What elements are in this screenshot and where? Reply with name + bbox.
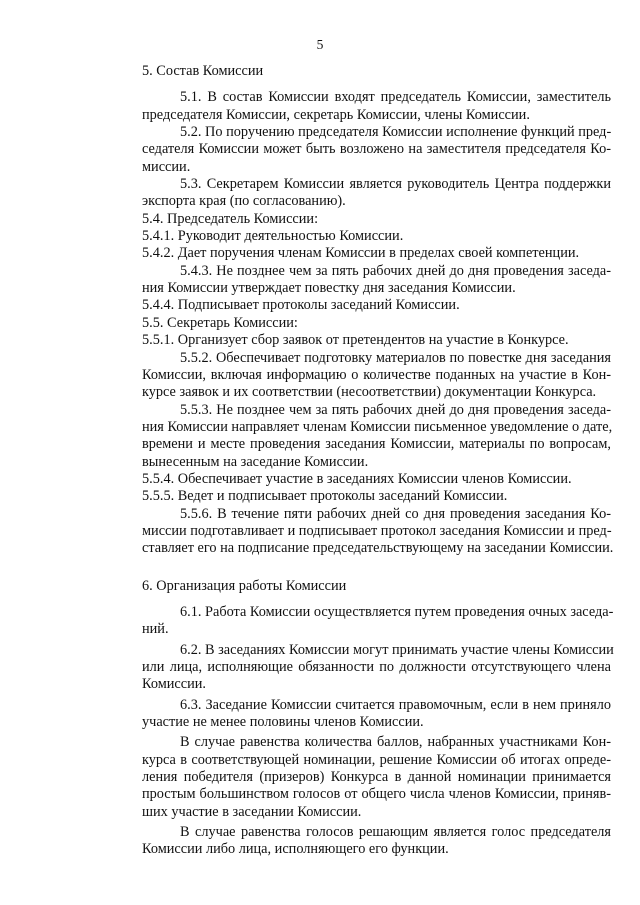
- paragraph-6-4-line-4: простым большинством голосов от общего числа членов Комиссии, приняв-: [142, 786, 611, 803]
- paragraph-5-2: [104, 124, 611, 176]
- paragraph-5-4: 5.4. Председатель Комиссии:: [142, 210, 319, 227]
- paragraph-6-1-line-1: 6.1. Работа Комиссии осуществляется путем проведения очных заседа-: [180, 603, 614, 620]
- paragraph-5-3-line-1: 5.3. Секретарем Комиссии является руководитель Центра поддержки: [180, 176, 611, 193]
- section-5: [104, 63, 614, 558]
- paragraph-5-2-line-3: миссии.: [142, 158, 191, 175]
- paragraph-5-2-line-1: 5.2. По поручению председателя Комиссии исполнение функций пред-: [180, 124, 612, 141]
- document-body: [104, 63, 614, 859]
- paragraph-5-5-2-line-2: Комиссии, включая информацию о количестве поданных на участие в Кон-: [142, 366, 611, 383]
- paragraph-5-5-3-line-1: 5.5.3. Не позднее чем за пять рабочих дней до дня проведения заседа-: [180, 401, 611, 418]
- paragraph-5-5-3: [104, 402, 611, 471]
- paragraph-5-5-6-line-1: 5.5.6. В течение пяти рабочих дней со дня проведения заседания Ко-: [180, 505, 611, 522]
- paragraph-6-2-line-2: или лица, исполняющие обязанности по должности отсутствующего члена: [142, 659, 611, 675]
- section-5-heading: 5. Состав Комиссии: [142, 63, 264, 79]
- paragraph-6-4-line-1: В случае равенства количества баллов, набранных участниками Кон-: [180, 734, 611, 751]
- paragraph-5-5-2-line-1: 5.5.2. Обеспечивает подготовку материалов по повестке дня заседания: [180, 349, 611, 366]
- paragraph-5-5-6-line-3: ставляет его на подписание председательствующему на заседании Комиссии.: [142, 540, 614, 557]
- paragraph-5-5-1: 5.5.1. Организует сбор заявок от претендентов на участие в Конкурсе.: [142, 332, 569, 349]
- paragraph-5-4-3-line-2: ния Комиссии утверждает повестку дня заседания Комиссии.: [142, 280, 516, 297]
- paragraph-6-2-line-3: Комиссии.: [142, 676, 206, 693]
- paragraph-6-1: [104, 603, 614, 639]
- section-6: [104, 577, 614, 859]
- paragraph-6-5-line-2: Комиссии либо лица, исполняющего его функции.: [142, 841, 449, 858]
- paragraph-5-4-4: 5.4.4. Подписывает протоколы заседаний Комиссии.: [142, 297, 460, 314]
- paragraph-6-3-line-1: 6.3. Заседание Комиссии считается правомочным, если в нем приняло: [180, 696, 611, 713]
- paragraph-5-5-2: [104, 350, 611, 402]
- paragraph-6-4-line-3: ления победителя (призеров) Конкурса в данной номинации принимается: [142, 769, 611, 786]
- paragraph-6-1-line-2: ний.: [142, 621, 169, 638]
- paragraph-5-5-3-line-2: ния Комиссии направляет членам Комиссии письменное уведомление о дате,: [142, 418, 613, 435]
- paragraph-5-1: [104, 89, 611, 124]
- paragraph-5-2-line-2: седателя Комиссии может быть возложено на заместителя председателя Ко-: [142, 141, 611, 158]
- paragraph-5-5-5: 5.5.5. Ведет и подписывает протоколы заседаний Комиссии.: [142, 488, 508, 505]
- paragraph-6-4-line-2: курса в соответствующей номинации, решение Комиссии об итогах опреде-: [142, 751, 611, 768]
- paragraph-5-5-3-line-3: времени и месте проведения заседания Комиссии, материалы по вопросам,: [142, 436, 611, 453]
- paragraph-6-3-line-2: участие не менее половины членов Комиссии.: [142, 714, 424, 731]
- paragraph-5-4-1: 5.4.1. Руководит деятельностью Комиссии.: [142, 228, 404, 245]
- paragraph-6-2-line-1: 6.2. В заседаниях Комиссии могут принимать участие члены Комиссии: [180, 641, 614, 658]
- paragraph-5-3-line-2: экспорта края (по согласованию).: [142, 193, 346, 210]
- paragraph-5-5-6: [104, 505, 614, 558]
- paragraph-5-4-3: [104, 263, 611, 298]
- paragraph-5-4-3-line-1: 5.4.3. Не позднее чем за пять рабочих дней до дня проведения заседа-: [180, 262, 611, 279]
- paragraph-6-4: [104, 734, 611, 821]
- section-6-heading: 6. Организация работы Комиссии: [142, 577, 347, 594]
- paragraph-5-1-line-2: председателя Комиссии, секретарь Комиссии, члены Комиссии.: [142, 106, 530, 123]
- paragraph-5-1-line-1: 5.1. В состав Комиссии входят председатель Комиссии, заместитель: [180, 89, 611, 106]
- paragraph-5-5: 5.5. Секретарь Комиссии:: [142, 314, 298, 331]
- paragraph-6-5-line-1: В случае равенства голосов решающим является голос председателя: [180, 824, 611, 841]
- paragraph-6-5: [104, 824, 611, 859]
- paragraph-5-5-3-line-4: вынесенным на заседание Комиссии.: [142, 453, 369, 470]
- paragraph-5-5-4: 5.5.4. Обеспечивает участие в заседаниях Комиссии членов Комиссии.: [142, 470, 572, 487]
- page-number: 5: [316, 37, 324, 52]
- paragraph-5-5-2-line-3: курсе заявок и их соответствии (несоответствии) документации Конкурса.: [142, 384, 597, 401]
- paragraph-5-5-6-line-2: миссии подготавливает и подписывает протокол заседания Комиссии и пред-: [142, 522, 612, 539]
- paragraph-5-3: [104, 176, 611, 211]
- paragraph-6-4-line-5: ших участие в заседании Комиссии.: [142, 803, 362, 820]
- paragraph-6-2: [104, 641, 614, 694]
- paragraph-5-4-2: 5.4.2. Дает поручения членам Комиссии в пределах своей компетенции.: [142, 245, 580, 262]
- paragraph-6-3: [104, 697, 611, 732]
